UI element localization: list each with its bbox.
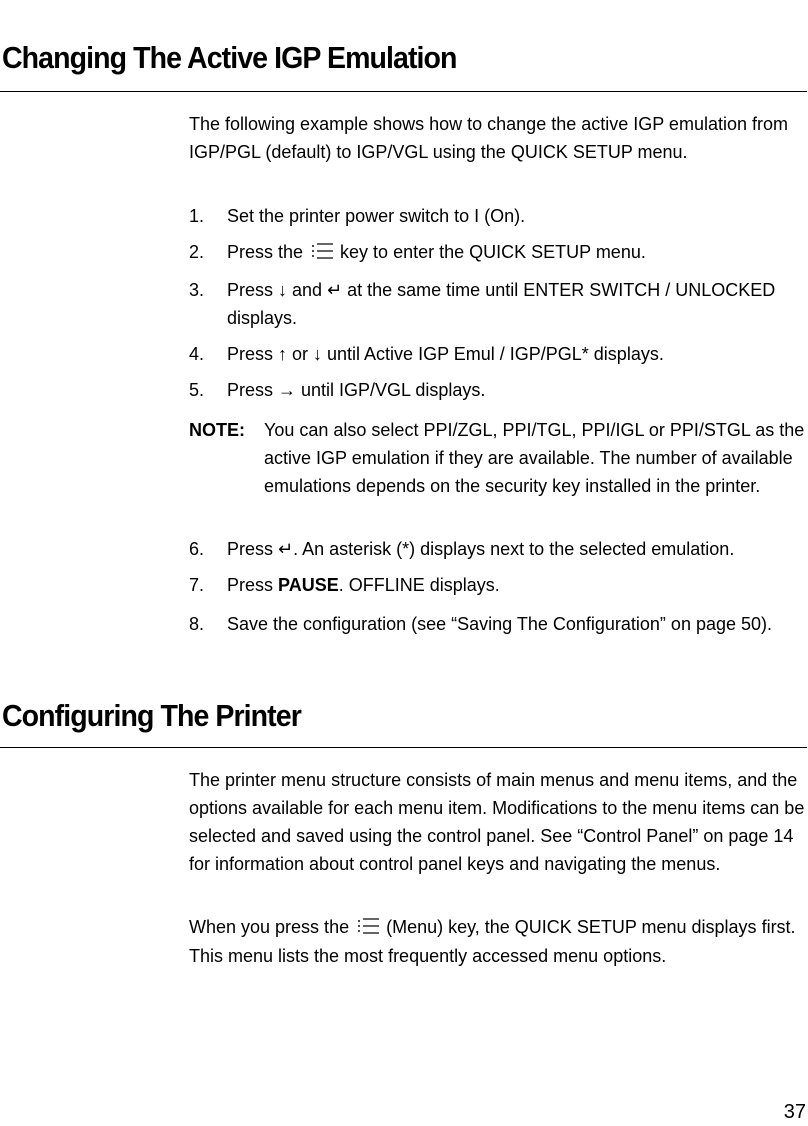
menu-key-icon — [312, 239, 334, 267]
paragraph-text-before: When you press the — [189, 917, 350, 937]
step-number: 2. — [189, 242, 205, 262]
pause-key-label: PAUSE — [278, 575, 339, 595]
step-text: Press ↑ or ↓ until Active IGP Emul / IGP/PGL* displays. — [227, 344, 664, 364]
step-text-after: . OFFLINE displays. — [338, 575, 500, 595]
configuring-paragraph-2 — [189, 913, 805, 970]
note-text: You can also select PPI/ZGL, PPI/TGL, PPI/IGL or PPI/STGL as the active IGP emulation if they are available. The number of available emulations depends on the security key installed in the printer. — [264, 420, 805, 496]
step-number: 6. — [189, 539, 205, 559]
step-text — [227, 571, 807, 599]
step-text-before: Press the — [227, 242, 304, 262]
menu-key-icon — [358, 914, 380, 942]
note-label: NOTE: — [189, 420, 245, 440]
step-number: 8. — [189, 614, 205, 634]
section-heading-igp-emulation: Changing The Active IGP Emulation — [2, 40, 457, 75]
step-number: 1. — [189, 206, 205, 226]
step-text: Set the printer power switch to I (On). — [227, 206, 526, 226]
heading-rule — [0, 747, 807, 748]
step-text: Press → until IGP/VGL displays. — [227, 380, 486, 400]
step-number: 4. — [189, 344, 205, 364]
page-number: 37 — [783, 1101, 806, 1123]
paragraph-text-after: (Menu) key, the QUICK SETUP menu displays first. This menu lists the most frequently accessed menu options. — [189, 917, 796, 967]
heading-rule — [0, 91, 807, 92]
intro-paragraph: The following example shows how to change the active IGP emulation from IGP/PGL (default) to IGP/VGL using the QUICK SETUP menu. — [189, 114, 788, 162]
step-text — [227, 238, 807, 267]
step-number: 5. — [189, 380, 205, 400]
step-text: Press ↓ and ↵ at the same time until ENTER SWITCH / UNLOCKED displays. — [227, 280, 776, 328]
configuring-paragraph-1: The printer menu structure consists of main menus and menu items, and the options available for each menu item. Modifications to the menu items can be selected and saved using the control panel. See “Control Panel” on page 14 for information about control panel keys and navigating the menus. — [189, 770, 805, 874]
step-text: Save the configuration (see “Saving The Configuration” on page 50). — [227, 614, 773, 634]
section-heading-configuring: Configuring The Printer — [2, 698, 301, 733]
step-number: 7. — [189, 575, 205, 595]
step-text: Press ↵. An asterisk (*) displays next to the selected emulation. — [227, 539, 735, 559]
step-text-after: key to enter the QUICK SETUP menu. — [340, 242, 646, 262]
step-text-before: Press — [227, 575, 274, 595]
step-number: 3. — [189, 280, 205, 300]
